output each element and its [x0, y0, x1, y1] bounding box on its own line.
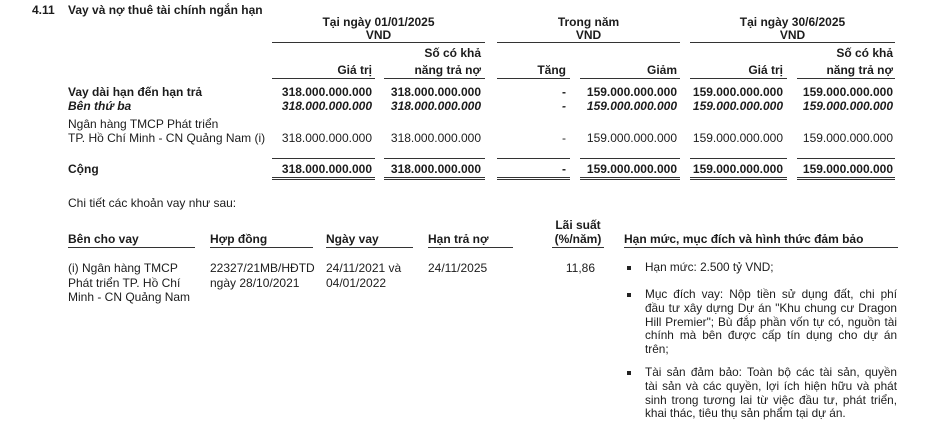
table-cell: 159.000.000.000 [586, 85, 677, 99]
bullet-icon [627, 266, 631, 270]
column-header: Tăng [537, 63, 566, 77]
header-due-date: Hạn trả nợ [428, 232, 513, 248]
table-cell: - [562, 85, 566, 99]
terms-line: tài sản và các quyền, lợi ích hiện hữu và phát [645, 378, 897, 393]
table-cell: 159.000.000.000 [586, 131, 677, 145]
divider [797, 158, 895, 159]
table-cell: - [562, 131, 566, 145]
terms-line: chính mà bên được cấp tín dụng cho dự án [645, 328, 897, 343]
double-underline [690, 177, 787, 183]
loan-date-cell: 24/11/2021 và [326, 261, 402, 275]
interest-rate-cell: 11,86 [565, 261, 595, 275]
group-header-in-year: Trong năm [557, 15, 620, 29]
group-unit-closing: VND [779, 28, 806, 42]
bullet-icon [627, 371, 631, 375]
table-cell: 159.000.000.000 [692, 99, 783, 113]
table-cell: 159.000.000.000 [802, 85, 893, 99]
divider [690, 42, 895, 43]
divider [497, 158, 570, 159]
header-terms: Hạn mức, mục đích và hình thức đảm bảo [624, 232, 898, 248]
header-contract: Hợp đồng [210, 232, 313, 248]
table-cell: 159.000.000.000 [692, 85, 783, 99]
divider [690, 78, 787, 79]
table-cell: 159.000.000.000 [586, 99, 677, 113]
terms-line: Tài sản đảm bảo: Toàn bộ các tài sản, quyền [645, 365, 897, 379]
double-underline [384, 177, 485, 183]
divider [690, 158, 787, 159]
bullet-icon [627, 293, 631, 297]
terms-line: trên; [645, 342, 669, 357]
column-header: Số có khả [424, 46, 481, 60]
section-title: Vay và nợ thuê tài chính ngắn hạn [68, 3, 263, 17]
divider [580, 158, 680, 159]
column-header: Giá trị [337, 63, 372, 77]
loan-date-cell: 04/01/2022 [326, 275, 387, 290]
table-cell: 318.000.000.000 [390, 131, 481, 145]
group-header-closing: Tại ngày 30/6/2025 [739, 15, 846, 29]
total-cell: 159.000.000.000 [802, 162, 893, 176]
table-cell: 318.000.000.000 [281, 85, 372, 99]
terms-line: khai thác, tiêu thụ sản phẩm tại dự án. [645, 406, 846, 421]
header-interest-rate: Lãi suất [555, 218, 601, 232]
total-cell: 159.000.000.000 [692, 162, 783, 176]
header-interest-unit: (%/năm) [552, 232, 604, 248]
total-cell: 318.000.000.000 [281, 162, 372, 176]
lender-cell: Minh - CN Quảng Nam [68, 290, 191, 304]
terms-line: Hill Premier"; Bù đắp phần vốn tự có, nguồn tài [645, 314, 897, 329]
table-cell: 318.000.000.000 [281, 99, 372, 113]
divider [797, 78, 895, 79]
table-cell: 318.000.000.000 [390, 99, 481, 113]
double-underline [272, 177, 375, 183]
column-header: Giá trị [748, 63, 783, 77]
double-underline [797, 177, 895, 183]
row-label: Bên thứ ba [68, 99, 132, 113]
divider [272, 42, 485, 43]
table-cell: - [562, 99, 566, 113]
double-underline [580, 177, 680, 183]
contract-cell: 22327/21MB/HĐTD [210, 261, 315, 275]
total-cell: 159.000.000.000 [586, 162, 677, 176]
terms-line: Mục đích vay: Nộp tiền sử dụng đất, chi phí [645, 287, 897, 301]
table-cell: 159.000.000.000 [802, 99, 893, 113]
total-label: Cộng [68, 162, 99, 176]
header-loan-date: Ngày vay [326, 232, 413, 248]
column-header: Giảm [646, 63, 677, 77]
group-unit-opening: VND [365, 28, 392, 42]
lender-cell: (i) Ngân hàng TMCP [68, 261, 178, 275]
table-cell: 318.000.000.000 [390, 85, 481, 99]
divider [384, 78, 485, 79]
lender-cell: Phát triển TP. Hồ Chí [68, 275, 181, 290]
divider [580, 78, 680, 79]
row-label: Vay dài hạn đến hạn trả [68, 85, 203, 99]
double-underline [497, 177, 570, 183]
row-label: Ngân hàng TMCP Phát triển [68, 117, 219, 131]
table-cell: 159.000.000.000 [802, 131, 893, 145]
group-unit-in-year: VND [575, 28, 602, 42]
divider [272, 78, 375, 79]
terms-line: Hạn mức: 2.500 tỷ VND; [645, 260, 774, 274]
header-lender: Bên cho vay [68, 232, 195, 248]
table-cell: 318.000.000.000 [281, 131, 372, 145]
divider [272, 158, 375, 159]
column-header: năng trả nợ [826, 63, 893, 77]
group-header-opening: Tại ngày 01/01/2025 [322, 15, 435, 29]
divider [497, 42, 680, 43]
column-header: năng trả nợ [414, 63, 481, 77]
terms-line: sinh trong tương lai từ việc đầu tư, phát triển, [645, 392, 897, 407]
column-header: Số có khả [836, 46, 893, 60]
total-cell: - [562, 162, 566, 176]
contract-cell: ngày 28/10/2021 [210, 275, 300, 290]
due-date-cell: 24/11/2025 [428, 261, 488, 275]
divider [384, 158, 485, 159]
table-cell: 159.000.000.000 [692, 131, 783, 145]
section-number: 4.11 [32, 3, 55, 17]
divider [497, 78, 570, 79]
detail-intro: Chi tiết các khoản vay như sau: [68, 196, 237, 210]
total-cell: 318.000.000.000 [390, 162, 481, 176]
terms-line: đầu tư xây dựng Dự án "Khu chung cư Dragon [645, 300, 897, 315]
row-label: TP. Hồ Chí Minh - CN Quảng Nam (i) [68, 131, 266, 145]
